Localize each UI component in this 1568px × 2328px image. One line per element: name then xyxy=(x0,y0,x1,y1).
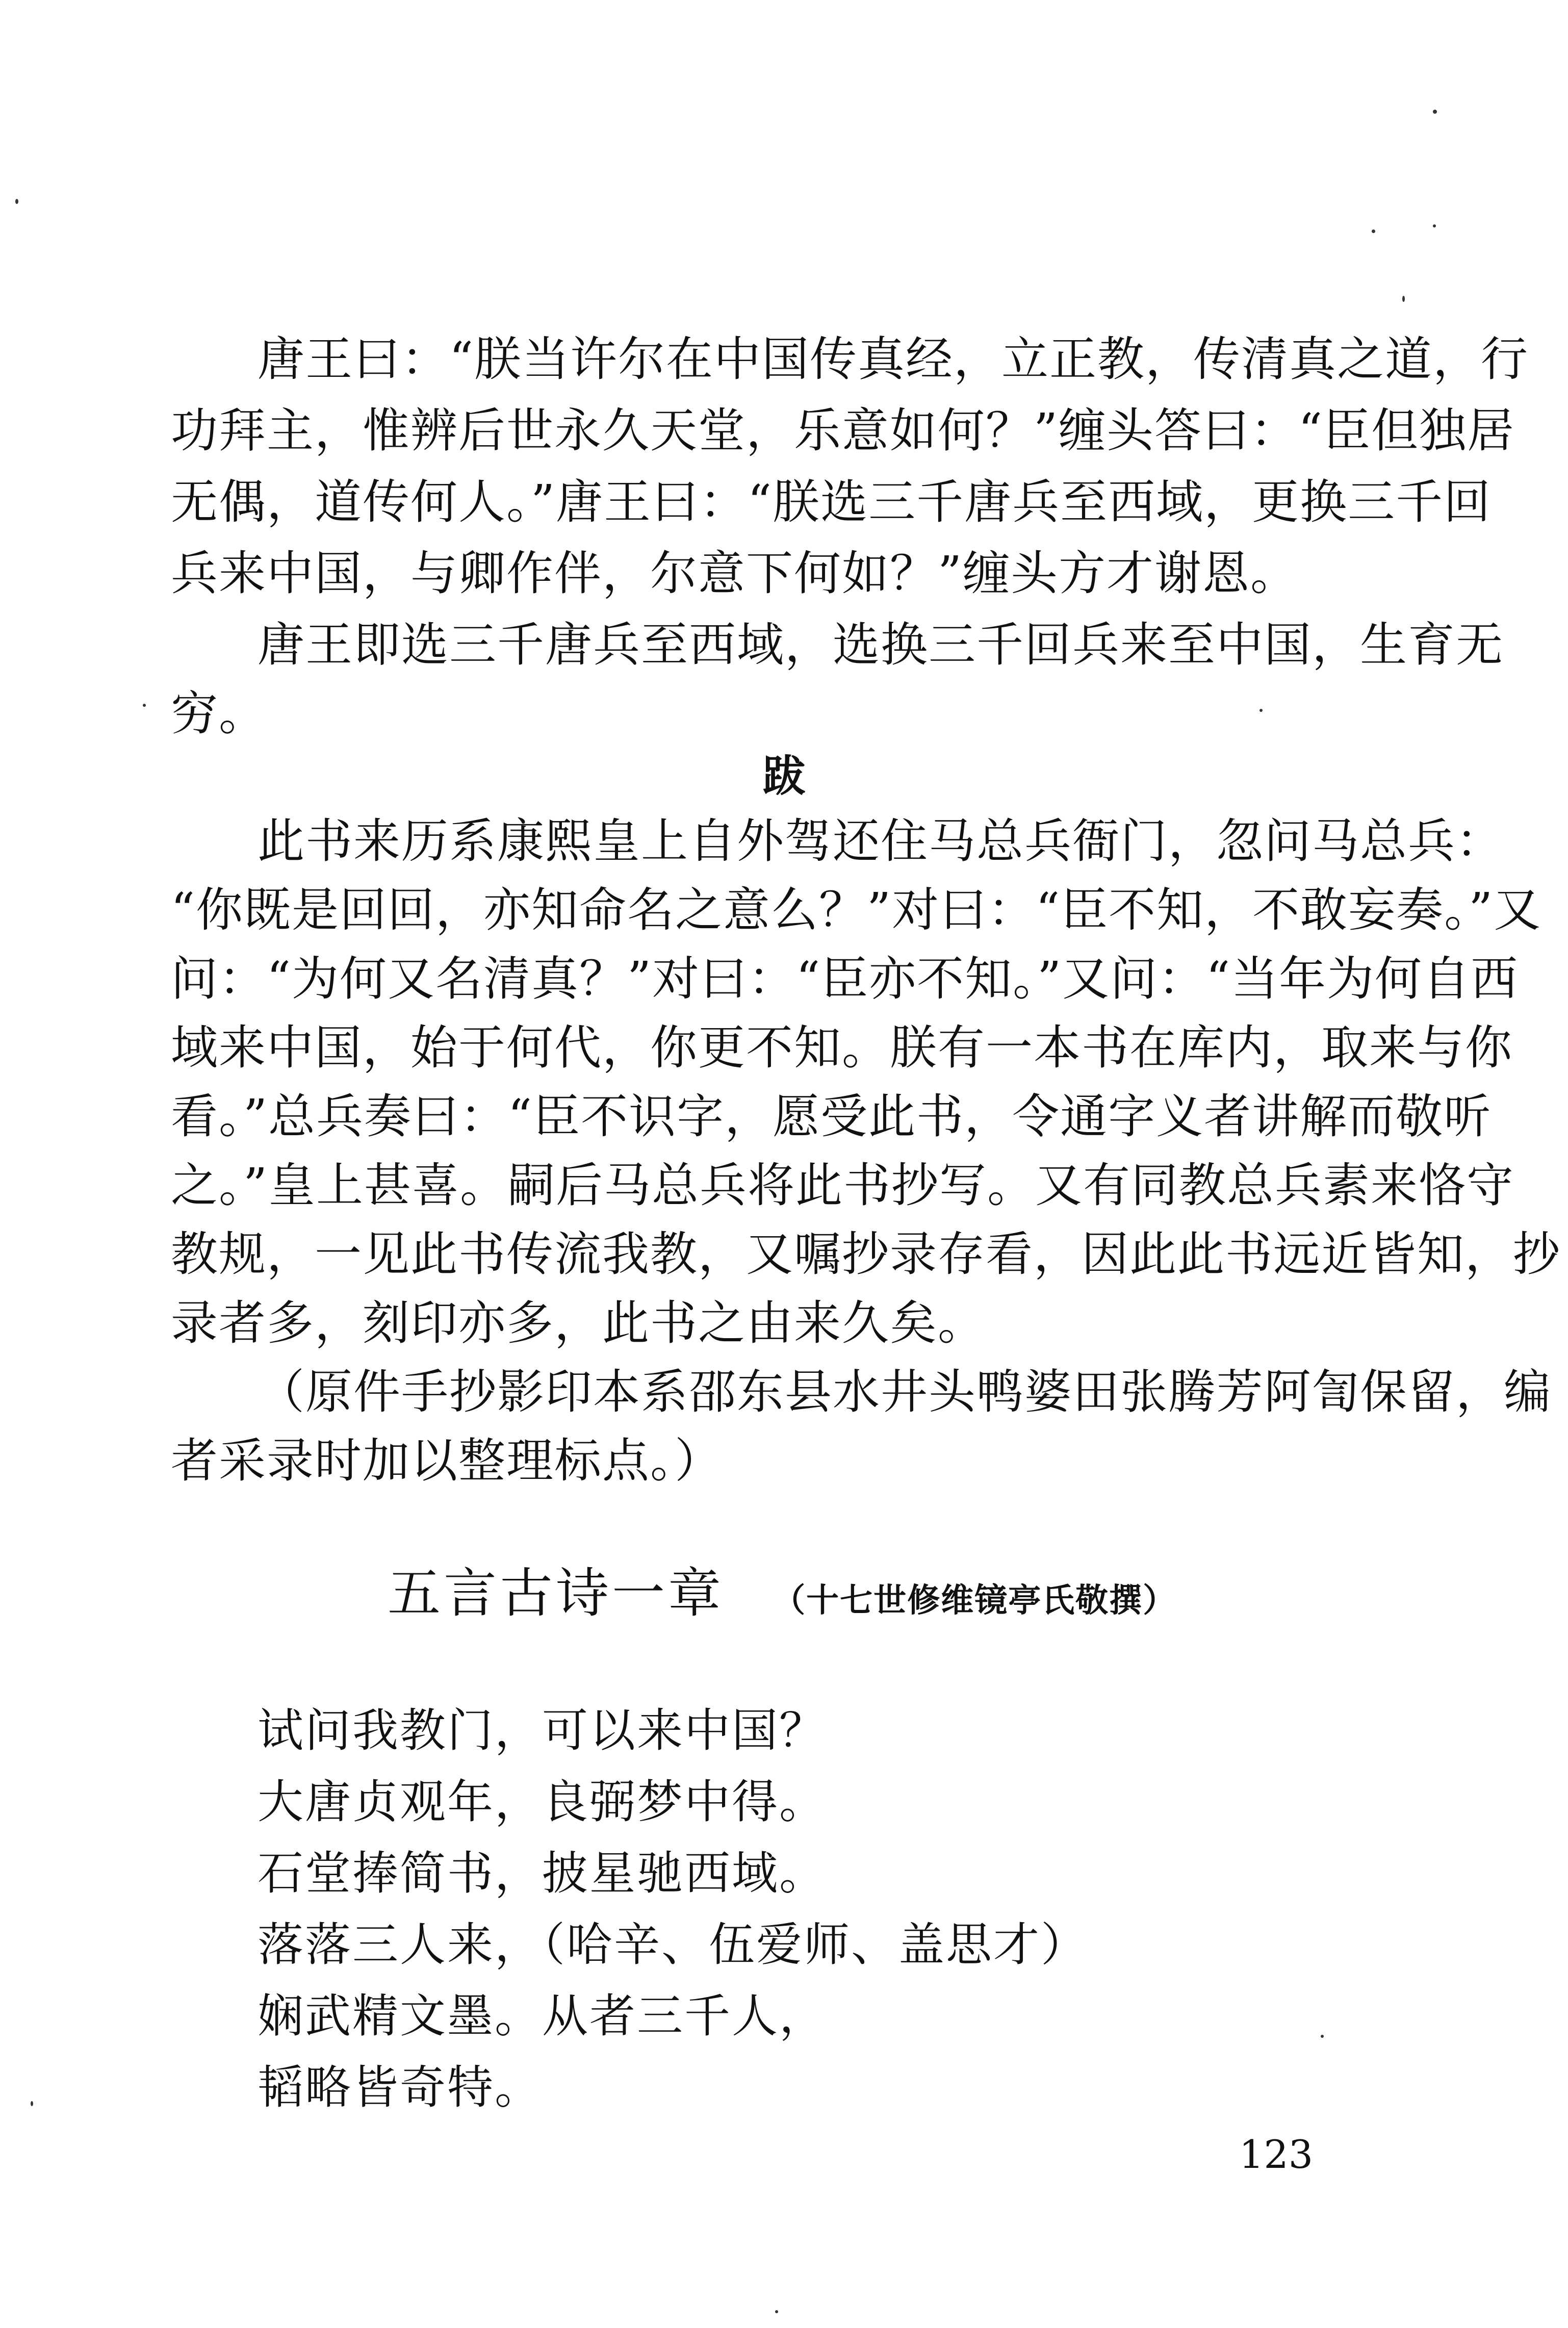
poem-title-row xyxy=(388,1550,1176,1627)
afterword-heading: 跋 xyxy=(762,751,806,801)
text-line: 看。”总兵奏曰：“臣不识字，愿受此书，令通字义者讲解而敬听 xyxy=(171,1089,1492,1144)
text-line: 录者多，刻印亦多，此书之由来久矣。 xyxy=(171,1296,986,1350)
scan-speck xyxy=(1402,296,1405,302)
poem-line: 娴武精文墨。从者三千人， xyxy=(258,1989,827,2043)
poem-line: 试问我教门，可以来中国？ xyxy=(258,1704,827,1757)
scan-speck xyxy=(143,704,146,707)
scan-speck xyxy=(1372,229,1375,233)
page-number: 123 xyxy=(1239,2132,1314,2177)
scan-speck xyxy=(31,2101,33,2106)
poem-line: 落落三人来，（哈辛、伍爱师、盖思才） xyxy=(258,1918,1088,1972)
poem-title: 五言古诗一章 xyxy=(388,1562,725,1624)
poem-line: 石堂捧简书，披星驰西域。 xyxy=(258,1847,827,1900)
text-line: 穷。 xyxy=(171,686,267,741)
poem-line: 大唐贞观年，良弼梦中得。 xyxy=(258,1775,827,1829)
text-line: 唐王即选三千唐兵至西域，选换三千回兵来至中国，生育无 xyxy=(258,618,1504,672)
scan-speck xyxy=(1433,224,1436,227)
text-line: 功拜主，惟辨后世永久天堂，乐意如何？”缠头答曰：“臣但独居 xyxy=(171,403,1515,458)
text-line: （原件手抄影印本系邵东县水井头鸭婆田张腾芳阿訇保留，编 xyxy=(258,1365,1552,1419)
text-line: 此书来历系康熙皇上自外驾还住马总兵衙门，忽问马总兵： xyxy=(258,814,1504,868)
text-line: 域来中国，始于何代，你更不知。朕有一本书在库内，取来与你 xyxy=(171,1020,1513,1075)
poem-line: 韬略皆奇特。 xyxy=(258,2061,542,2114)
scan-speck xyxy=(1321,2035,1324,2038)
scan-speck xyxy=(1433,110,1437,114)
text-line: 之。”皇上甚喜。嗣后马总兵将此书抄写。又有同教总兵素来恪守 xyxy=(171,1158,1515,1213)
scan-speck xyxy=(15,199,18,204)
scan-speck xyxy=(775,2310,778,2313)
text-line: 教规，一见此书传流我教，又嘱抄录存看，因此此书远近皆知，抄 xyxy=(171,1227,1561,1282)
text-line: 唐王曰：“朕当许尔在中国传真经，立正教，传清真之道，行 xyxy=(258,332,1529,387)
text-line: 无偶，道传何人。”唐王曰：“朕选三千唐兵至西域，更换三千回 xyxy=(171,475,1492,529)
poem-subtitle: （十七世修维镜亭氏敬撰） xyxy=(773,1581,1177,1620)
text-line: 问：“为何又名清真？”对曰：“臣亦不知。”又问：“当年为何自西 xyxy=(171,952,1519,1006)
text-line: “你既是回回，亦知命名之意么？”对曰：“臣不知，不敢妄奏。”又 xyxy=(171,883,1542,937)
scan-speck xyxy=(1259,709,1263,712)
text-line: 者采录时加以整理标点。） xyxy=(171,1434,723,1488)
text-line: 兵来中国，与卿作伴，尔意下何如？”缠头方才谢恩。 xyxy=(171,546,1299,601)
